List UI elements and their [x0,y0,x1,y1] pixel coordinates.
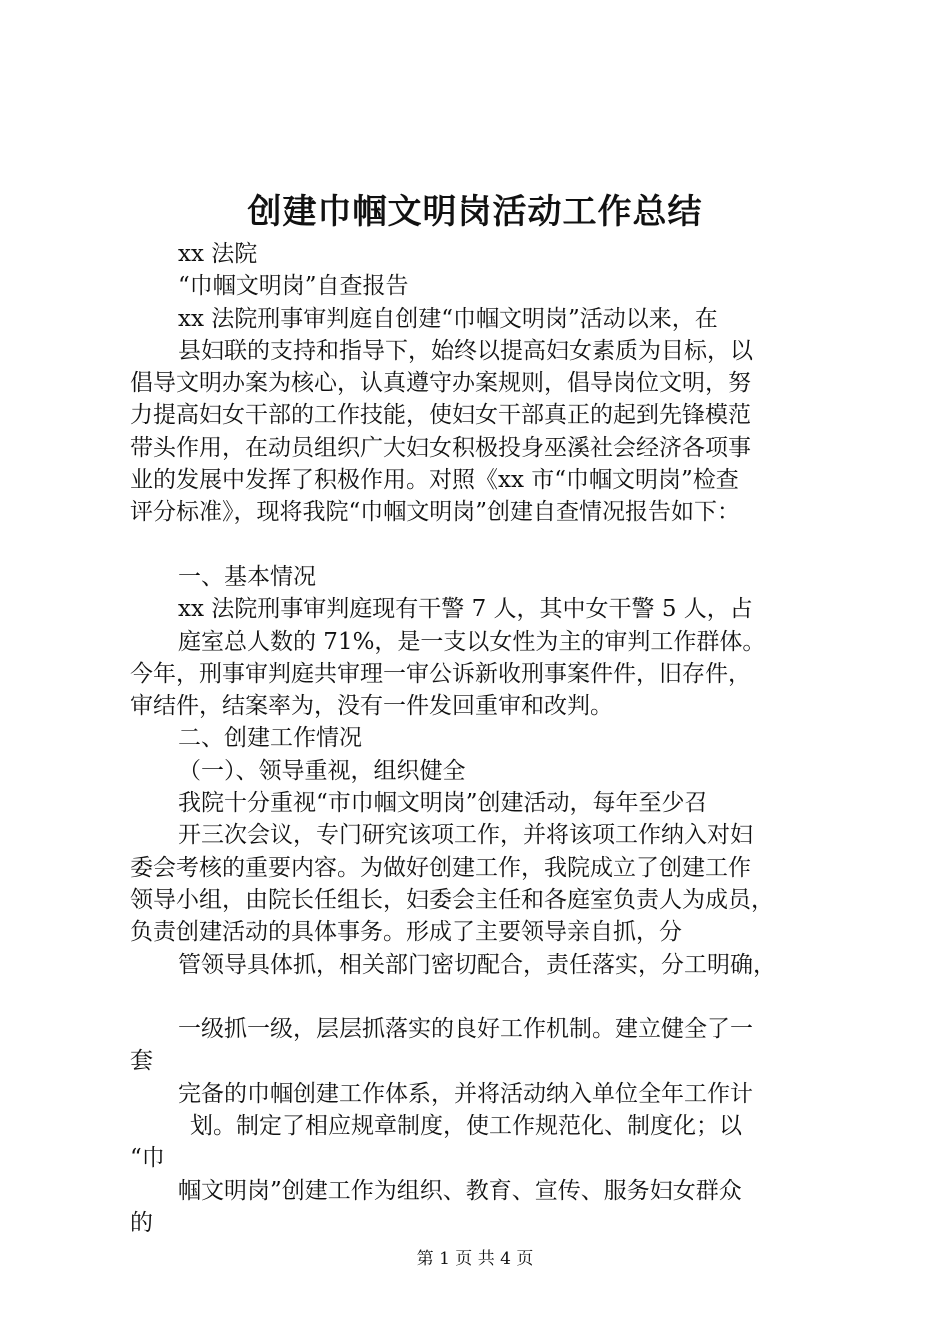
subsection-heading: （一）、领导重视，组织健全 [178,757,466,784]
paragraph-gap [130,981,850,1013]
text-line: 开三次会议，专门研究该项工作，并将该项工作纳入对妇 [178,822,753,849]
text-line: xx 法院刑事审判庭现有干警 7 人，其中女干警 5 人，占 [178,596,753,623]
text-line: xx 法院刑事审判庭自创建“巾帼文明岗”活动以来，在 [178,305,718,332]
text-line: 倡导文明办案为核心，认真遵守办案规则，倡导岗位文明，努 [130,370,751,397]
text-line: “巾帼文明岗”自查报告 [178,273,409,300]
text-line: 带头作用，在动员组织广大妇女积极投身巫溪社会经济各项事 [130,434,751,461]
text-line: 套 [130,1048,153,1075]
text-line: “巾 [130,1145,165,1172]
text-line: 力提高妇女干部的工作技能，使妇女干部真正的起到先锋模范 [130,402,751,429]
text-line: 今年，刑事审判庭共审理一审公诉新收刑事案件件，旧存件， [130,660,751,687]
text-line: 一级抓一级，层层抓落实的良好工作机制。建立健全了一 [178,1016,753,1043]
page-footer: 第 1 页 共 4 页 [416,1249,534,1269]
text-line: 我院十分重视“市巾帼文明岗”创建活动，每年至少召 [178,790,708,817]
text-line: 评分标准》，现将我院“巾帼文明岗”创建自查情况报告如下： [130,499,741,526]
document-body [130,238,850,1239]
text-line: 领导小组，由院长任组长，妇委会主任和各庭室负责人为成员， [130,886,774,913]
text-line: 委会考核的重要内容。为做好创建工作，我院成立了创建工作 [130,854,751,881]
text-line: 庭室总人数的 71%，是一支以女性为主的审判工作群体。 [178,628,766,655]
text-line: 帼文明岗”创建工作为组织、教育、宣传、服务妇女群众 [178,1177,742,1204]
paragraph-gap [130,529,850,561]
section-heading: 二、创建工作情况 [178,725,362,752]
text-line: 县妇联的支持和指导下，始终以提高妇女素质为目标，以 [178,337,753,364]
text-line: xx 法院 [178,241,258,267]
text-line: 审结件，结案率为，没有一件发回重审和改判。 [130,693,613,720]
text-line: 划。制定了相应规章制度，使工作规范化、制度化；以 [190,1113,742,1140]
text-line: 完备的巾帼创建工作体系，并将活动纳入单位全年工作计 [178,1080,753,1107]
document-title: 创建巾帼文明岗活动工作总结 [247,192,703,232]
text-line: 的 [130,1209,153,1236]
text-line: 业的发展中发挥了积极作用。对照《xx 市“巾帼文明岗”检查 [130,467,739,494]
section-heading: 一、基本情况 [178,563,316,590]
text-line: 管领导具体抓，相关部门密切配合，责任落实，分工明确， [178,951,776,978]
text-line: 负责创建活动的具体事务。形成了主要领导亲自抓，分 [130,919,682,946]
